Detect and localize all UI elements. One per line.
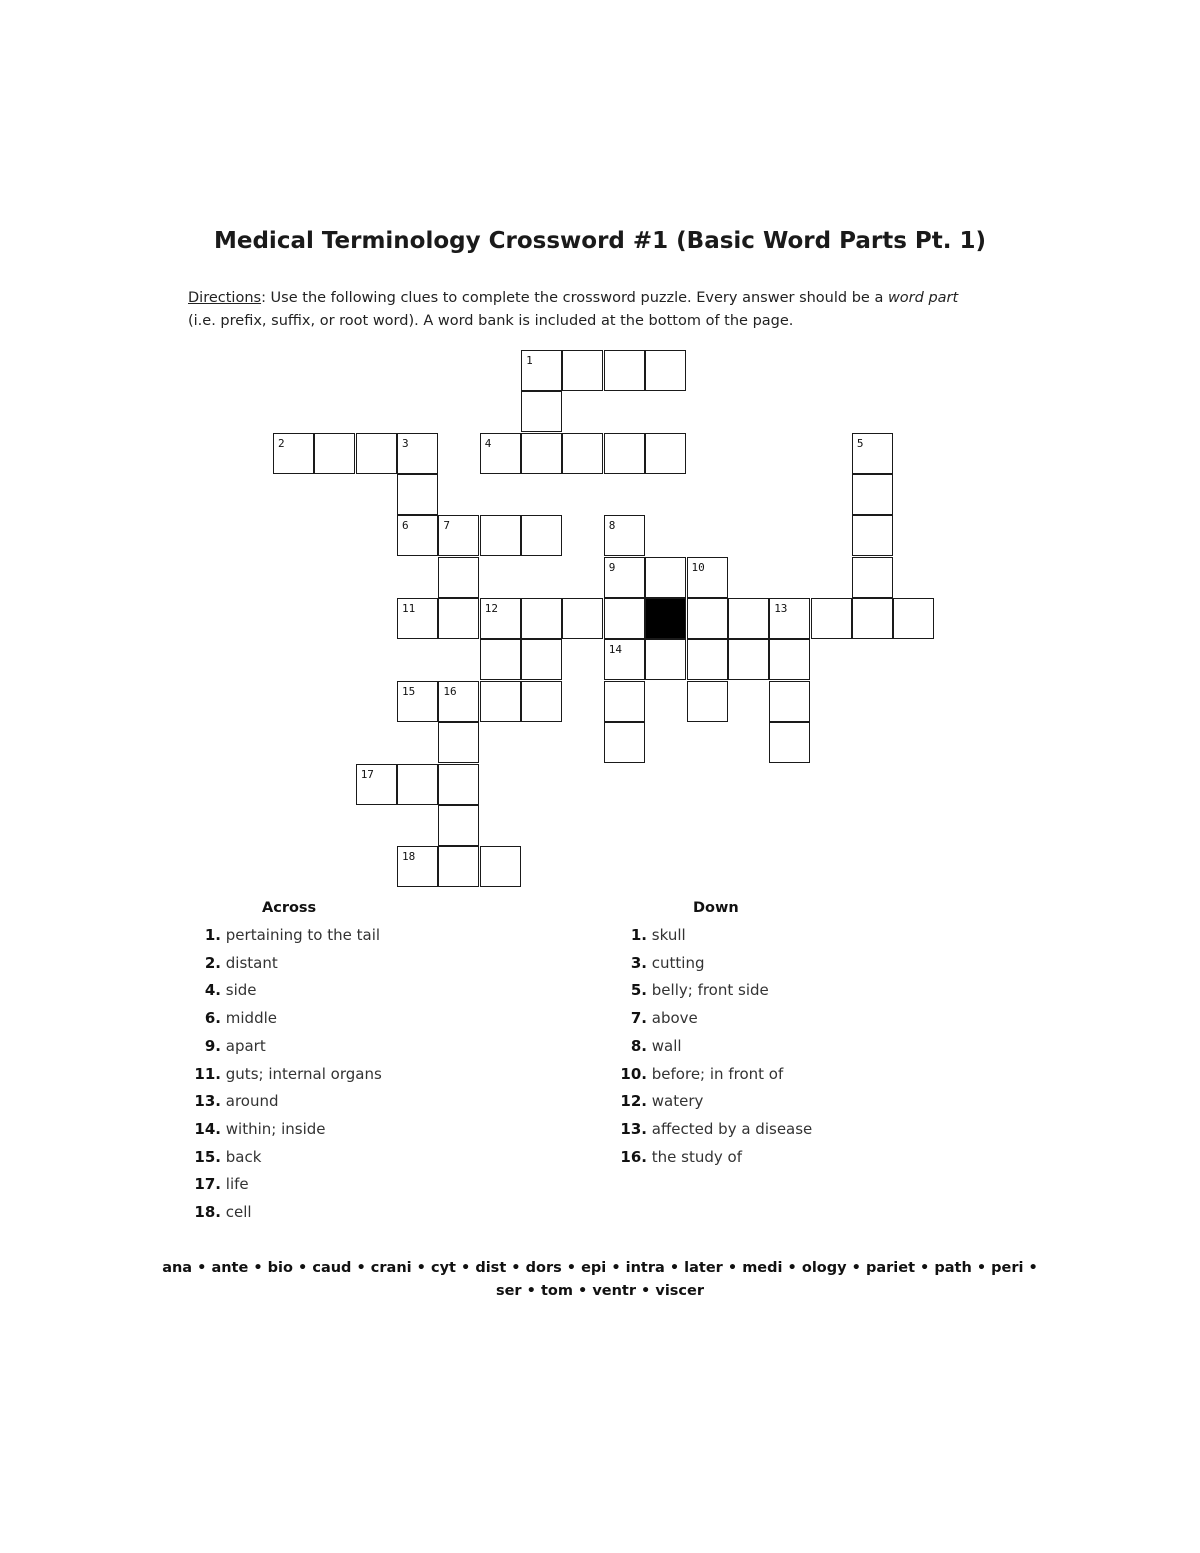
crossword-cell[interactable]: [562, 598, 603, 639]
clue-number: 3: [402, 436, 409, 450]
crossword-cell[interactable]: [604, 598, 645, 639]
crossword-cell[interactable]: [521, 391, 562, 432]
across-clue: [194, 1065, 381, 1083]
crossword-cell[interactable]: [521, 350, 562, 391]
page-title: Medical Terminology Crossword #1 (Basic Word Parts Pt. 1): [213, 228, 987, 254]
clue-num: 2.: [204, 953, 221, 972]
clue-number: 12: [484, 602, 498, 616]
across-clue: [194, 1175, 248, 1193]
down-clue: [620, 1120, 812, 1138]
crossword-cell[interactable]: [397, 474, 438, 515]
down-clue: [631, 926, 686, 944]
crossword-cell[interactable]: [314, 433, 355, 474]
crossword-cell[interactable]: [687, 681, 728, 722]
across-clue: [205, 1009, 277, 1027]
clue-num: 12.: [620, 1092, 647, 1111]
crossword-cell[interactable]: [645, 557, 686, 598]
clue-text: cutting: [651, 953, 705, 972]
directions-text-1: : Use the following clues to complete the crossword puzzle. Every answer should be a: [261, 290, 888, 306]
crossword-cell[interactable]: [397, 846, 438, 887]
crossword-cell[interactable]: [397, 681, 438, 722]
crossword-cell[interactable]: [356, 433, 397, 474]
crossword-cell[interactable]: [604, 722, 645, 763]
crossword-cell[interactable]: [521, 598, 562, 639]
crossword-cell[interactable]: [521, 639, 562, 680]
crossword-cell[interactable]: [852, 557, 893, 598]
clue-text: above: [651, 1009, 698, 1028]
black-square: [645, 598, 686, 639]
word-bank-line-2: ser • tom • ventr • viscer: [495, 1283, 705, 1299]
crossword-cell[interactable]: [604, 433, 645, 474]
crossword-cell[interactable]: [438, 557, 479, 598]
clue-num: 13.: [194, 1092, 221, 1111]
crossword-cell[interactable]: [521, 515, 562, 556]
clue-text: within; inside: [225, 1119, 326, 1138]
crossword-cell[interactable]: [687, 598, 728, 639]
clue-number: 13: [774, 602, 788, 616]
crossword-cell[interactable]: [356, 764, 397, 805]
across-clue: [205, 1037, 266, 1055]
clue-number: 15: [402, 684, 416, 698]
clue-text: side: [225, 981, 257, 1000]
across-heading: Across: [262, 900, 317, 916]
clue-number: 9: [608, 560, 616, 574]
crossword-cell[interactable]: [604, 681, 645, 722]
clue-num: 1.: [630, 926, 647, 944]
clue-number: 5: [856, 436, 864, 450]
across-clue: [205, 926, 380, 944]
clue-num: 3.: [630, 953, 647, 972]
clue-num: 16.: [620, 1147, 647, 1166]
crossword-cell[interactable]: [728, 598, 769, 639]
clue-text: before; in front of: [651, 1064, 784, 1083]
down-heading: Down: [693, 900, 739, 916]
clue-text: around: [225, 1092, 279, 1111]
clue-num: 11.: [194, 1064, 221, 1083]
directions-text-2: (i.e. prefix, suffix, or root word). A word bank is included at the bottom of the page.: [188, 313, 794, 329]
crossword-cell[interactable]: [769, 722, 810, 763]
clue-number: 18: [402, 850, 416, 864]
crossword-cell[interactable]: [397, 598, 438, 639]
crossword-cell[interactable]: [852, 433, 893, 474]
directions-label: Directions: [188, 290, 262, 306]
clue-number: 7: [443, 519, 451, 533]
across-clue: [194, 1148, 261, 1166]
crossword-cell[interactable]: [438, 846, 479, 887]
crossword-cell[interactable]: [480, 598, 521, 639]
clue-number: 10: [691, 560, 705, 574]
crossword-cell[interactable]: [438, 805, 479, 846]
clue-number: 2: [278, 436, 285, 450]
down-clue: [631, 954, 705, 972]
clue-num: 14.: [194, 1119, 221, 1138]
across-clue: [194, 1203, 251, 1221]
crossword-cell[interactable]: [687, 557, 728, 598]
crossword-cell[interactable]: [438, 515, 479, 556]
crossword-cell[interactable]: [480, 681, 521, 722]
clue-number: 6: [402, 519, 409, 533]
crossword-cell[interactable]: [645, 639, 686, 680]
clue-text: middle: [225, 1009, 277, 1028]
down-clue: [631, 981, 769, 999]
across-clue: [205, 954, 278, 972]
clue-text: affected by a disease: [651, 1119, 813, 1138]
clue-num: 6.: [204, 1009, 221, 1028]
clue-text: apart: [225, 1036, 266, 1055]
word-bank: [160, 1257, 1040, 1303]
clue-text: skull: [651, 926, 686, 944]
clue-text: wall: [651, 1036, 682, 1055]
clue-text: watery: [651, 1092, 704, 1111]
clue-number: 4: [484, 436, 492, 450]
crossword-cell[interactable]: [562, 350, 603, 391]
crossword-cell[interactable]: [438, 681, 479, 722]
crossword-cell[interactable]: [480, 846, 521, 887]
crossword-cell[interactable]: [852, 598, 893, 639]
crossword-cell[interactable]: [645, 433, 686, 474]
across-clue: [205, 981, 257, 999]
clue-num: 13.: [620, 1119, 647, 1138]
clue-number: 1: [526, 354, 533, 367]
crossword-cell[interactable]: [438, 722, 479, 763]
crossword-cell[interactable]: [769, 639, 810, 680]
clue-text: back: [225, 1147, 262, 1166]
clue-num: 17.: [194, 1175, 221, 1194]
across-clue: [194, 1120, 325, 1138]
down-clue: [620, 1148, 742, 1166]
clue-text: life: [225, 1175, 249, 1194]
clue-text: the study of: [651, 1147, 742, 1166]
clue-num: 5.: [630, 981, 647, 1000]
crossword-cell[interactable]: [769, 681, 810, 722]
clue-num: 18.: [194, 1203, 221, 1221]
crossword-cell[interactable]: [604, 557, 645, 598]
crossword-cell[interactable]: [480, 433, 521, 474]
clue-num: 9.: [204, 1036, 221, 1055]
crossword-cell[interactable]: [397, 433, 438, 474]
across-clue: [194, 1092, 278, 1110]
word-bank-line-1: ana • ante • bio • caud • crani • cyt • dist • dors • epi • intra • later • medi • ology • pariet • path • peri •: [162, 1260, 1038, 1276]
clue-num: 8.: [630, 1036, 647, 1055]
crossword-cell[interactable]: [521, 681, 562, 722]
clue-text: distant: [225, 953, 278, 972]
clue-number: 11: [402, 602, 416, 616]
crossword-cell[interactable]: [769, 598, 810, 639]
down-clue: [631, 1009, 698, 1027]
crossword-cell[interactable]: [562, 433, 603, 474]
crossword-cell[interactable]: [438, 598, 479, 639]
crossword-cell[interactable]: [480, 639, 521, 680]
crossword-cell[interactable]: [397, 515, 438, 556]
clue-num: 10.: [620, 1064, 647, 1083]
down-clue: [620, 1065, 783, 1083]
crossword-cell[interactable]: [852, 474, 893, 515]
crossword-cell[interactable]: [645, 350, 686, 391]
clue-num: 1.: [204, 926, 221, 944]
crossword-cell[interactable]: [811, 598, 852, 639]
crossword-cell[interactable]: [728, 639, 769, 680]
crossword-cell[interactable]: [397, 764, 438, 805]
crossword-cell[interactable]: [521, 433, 562, 474]
crossword-cell[interactable]: [852, 515, 893, 556]
clue-text: guts; internal organs: [225, 1064, 382, 1083]
crossword-cell[interactable]: [604, 515, 645, 556]
clue-number: 17: [360, 767, 374, 781]
clue-text: pertaining to the tail: [225, 926, 381, 944]
crossword-cell[interactable]: [480, 515, 521, 556]
crossword-cell[interactable]: [604, 639, 645, 680]
down-clue: [631, 1037, 682, 1055]
crossword-cell[interactable]: [687, 639, 728, 680]
clue-number: 8: [608, 519, 616, 533]
clue-num: 15.: [194, 1147, 221, 1166]
clue-text: belly; front side: [651, 981, 769, 1000]
crossword-cell[interactable]: [273, 433, 314, 474]
directions-emphasis: word part: [887, 290, 959, 306]
clue-num: 4.: [204, 981, 221, 1000]
down-clue: [620, 1092, 703, 1110]
clue-text: cell: [225, 1203, 252, 1221]
crossword-cell[interactable]: [604, 350, 645, 391]
crossword-cell[interactable]: [893, 598, 934, 639]
crossword-cell[interactable]: [438, 764, 479, 805]
clue-number: 16: [443, 684, 457, 698]
clue-number: 14: [608, 643, 623, 657]
clue-num: 7.: [630, 1009, 647, 1028]
